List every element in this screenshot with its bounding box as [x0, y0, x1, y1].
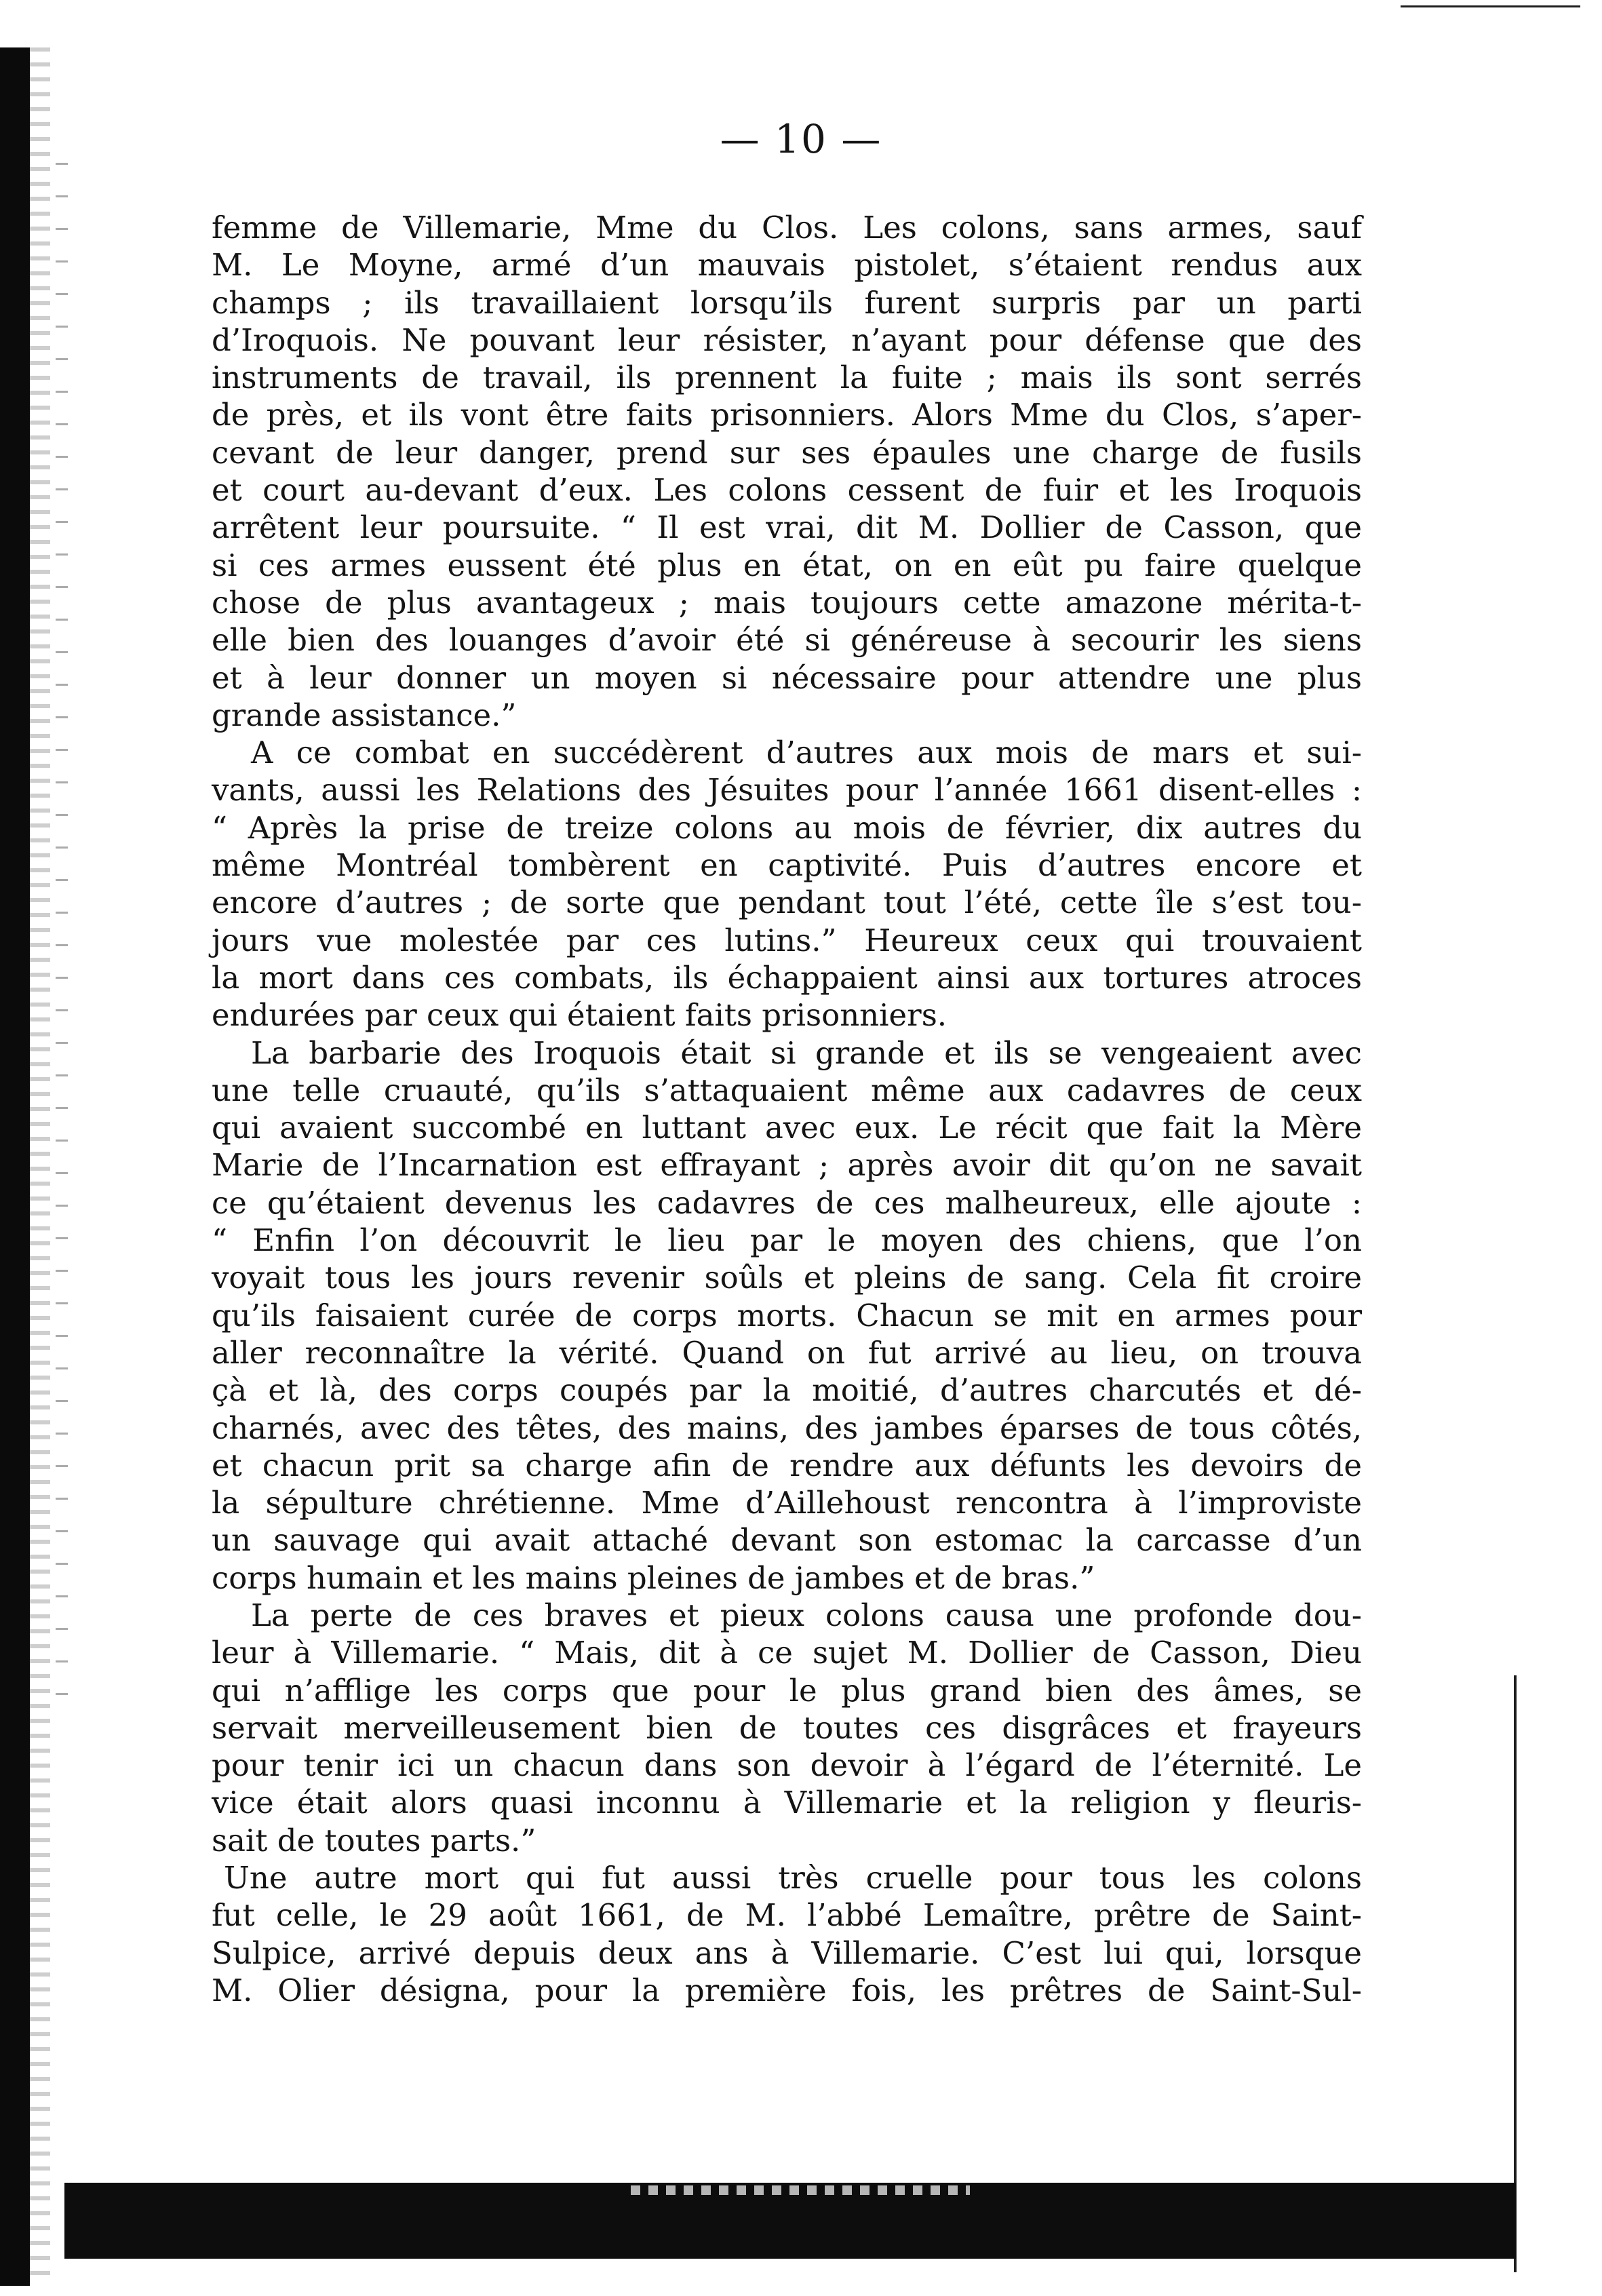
text-line: champs ; ils travaillaient lorsqu’ils furent surpris par un parti: [212, 284, 1362, 321]
text-line: si ces armes eussent été plus en état, on en eût pu faire quelque: [212, 547, 1362, 583]
text-line: A ce combat en succédèrent d’autres aux mois de mars et sui-: [251, 735, 1362, 771]
book-binding-edge: [0, 47, 30, 2286]
text-line: elle bien des louanges d’avoir été si généreuse à secourir les siens: [212, 622, 1362, 659]
text-line: même Montréal tombèrent en captivité. Puis d’autres encore et: [212, 847, 1362, 884]
text-line: arrêtent leur poursuite. “ Il est vrai, dit M. Dollier de Casson, que: [212, 509, 1362, 546]
text-line: et chacun prit sa charge afin de rendre aux défunts les devoirs de: [212, 1447, 1362, 1483]
bottom-scan-noise: [631, 2185, 970, 2195]
text-line: corps humain et les mains pleines de jambes et de bras.”: [212, 1559, 1095, 1596]
text-line: M. Le Moyne, armé d’un mauvais pistolet, s’étaient rendus aux: [212, 247, 1362, 284]
text-line: ce qu’étaient devenus les cadavres de ces malheureux, elle ajoute :: [212, 1184, 1362, 1221]
text-line: et court au-devant d’eux. Les colons cessent de fuir et les Iroquois: [212, 472, 1362, 509]
text-line: une telle cruauté, qu’ils s’attaquaient même aux cadavres de ceux: [212, 1072, 1362, 1108]
text-line: de près, et ils vont être faits prisonniers. Alors Mme du Clos, s’aper-: [212, 397, 1362, 433]
text-line: pour tenir ici un chacun dans son devoir à l’égard de l’éternité. Le: [212, 1747, 1362, 1784]
text-line: la mort dans ces combats, ils échappaient ainsi aux tortures atroces: [212, 959, 1362, 996]
text-line: La barbarie des Iroquois était si grande et ils se vengeaient avec: [251, 1034, 1362, 1071]
text-line: Sulpice, arrivé depuis deux ans à Villemarie. C’est lui qui, lorsque: [212, 1934, 1362, 1971]
text-line: vice était alors quasi inconnu à Villemarie et la religion y fleuris-: [212, 1785, 1362, 1821]
text-line: çà et là, des corps coupés par la moitié, d’autres charcutés et dé-: [212, 1372, 1362, 1409]
text-line: “ Après la prise de treize colons au mois de février, dix autres du: [212, 809, 1362, 846]
text-line: servait merveilleusement bien de toutes ces disgrâces et frayeurs: [212, 1709, 1362, 1746]
text-line: La perte de ces braves et pieux colons causa une profonde dou-: [251, 1597, 1362, 1633]
text-line: Une autre mort qui fut aussi très cruelle pour tous les colons: [224, 1860, 1362, 1896]
text-line: grande assistance.”: [212, 697, 517, 733]
text-line: Marie de l’Incarnation est effrayant ; après avoir dit qu’on ne savait: [212, 1147, 1362, 1184]
page-number: — 10 —: [720, 116, 882, 162]
text-line: leur à Villemarie. “ Mais, dit à ce sujet M. Dollier de Casson, Dieu: [212, 1635, 1362, 1671]
text-line: voyait tous les jours revenir soûls et pleins de sang. Cela fit croire: [212, 1260, 1362, 1296]
text-line: endurées par ceux qui étaient faits prisonniers.: [212, 997, 947, 1034]
text-line: charnés, avec des têtes, des mains, des jambes éparses de tous côtés,: [212, 1409, 1362, 1446]
text-line: qui n’afflige les corps que pour le plus grand bien des âmes, se: [212, 1672, 1362, 1709]
text-line: instruments de travail, ils prennent la fuite ; mais ils sont serrés: [212, 359, 1362, 396]
text-line: fut celle, le 29 août 1661, de M. l’abbé Lemaître, prêtre de Saint-: [212, 1897, 1362, 1934]
top-frame-rule: [1401, 5, 1580, 7]
binding-specks: [56, 163, 68, 1723]
text-line: encore d’autres ; de sorte que pendant tout l’été, cette île s’est tou-: [212, 884, 1362, 921]
text-line: femme de Villemarie, Mme du Clos. Les colons, sans armes, sauf: [212, 210, 1362, 246]
text-line: aller reconnaître la vérité. Quand on fut arrivé au lieu, on trouva: [212, 1334, 1362, 1371]
text-line: chose de plus avantageux ; mais toujours cette amazone mérita-t-: [212, 584, 1362, 621]
text-line: “ Enfin l’on découvrit le lieu par le moyen des chiens, que l’on: [212, 1222, 1362, 1259]
text-line: un sauvage qui avait attaché devant son estomac la carcasse d’un: [212, 1522, 1362, 1559]
text-line: vants, aussi les Relations des Jésuites pour l’année 1661 disent-elles :: [212, 772, 1362, 809]
binding-shadow: [30, 47, 50, 2286]
body-text: [212, 209, 1362, 2009]
text-line: d’Iroquois. Ne pouvant leur résister, n’ayant pour défense que des: [212, 322, 1362, 358]
text-line: qu’ils faisaient curée de corps morts. Chacun se mit en armes pour: [212, 1297, 1362, 1334]
text-line: sait de toutes parts.”: [212, 1822, 536, 1859]
text-line: la sépulture chrétienne. Mme d’Aillehoust rencontra à l’improviste: [212, 1485, 1362, 1521]
text-line: et à leur donner un moyen si nécessaire pour attendre une plus: [212, 659, 1362, 696]
text-line: jours vue molestée par ces lutins.” Heureux ceux qui trouvaient: [212, 922, 1362, 958]
text-line: M. Olier désigna, pour la première fois, les prêtres de Saint-Sul-: [212, 1972, 1362, 2008]
text-line: qui avaient succombé en luttant avec eux. Le récit que fait la Mère: [212, 1110, 1362, 1146]
text-line: cevant de leur danger, prend sur ses épaules une charge de fusils: [212, 434, 1362, 471]
